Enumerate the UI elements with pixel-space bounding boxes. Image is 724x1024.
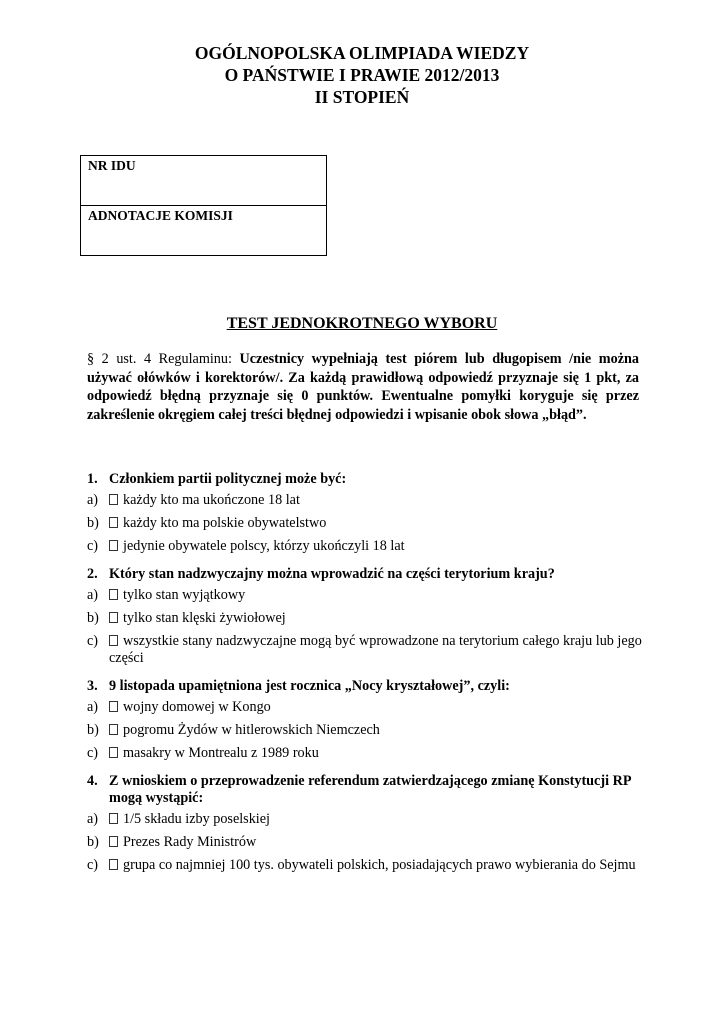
answer-text: każdy kto ma ukończone 18 lat [123, 492, 300, 508]
answer-text: tylko stan wyjątkowy [123, 587, 246, 603]
question-number: 3. [87, 678, 98, 694]
question-text: Który stan nadzwyczajny można wprowadzić na części terytorium kraju? [109, 566, 555, 582]
answer-letter: a) [87, 811, 99, 827]
instructions-prefix: § 2 ust. 4 Regulaminu: [87, 351, 240, 367]
answer-text: tylko stan klęski żywiołowej [123, 610, 286, 626]
answer-option[interactable] [87, 538, 647, 555]
answer-option[interactable] [87, 633, 647, 667]
answer-option[interactable] [87, 722, 647, 739]
instructions [87, 350, 639, 424]
question-text: Członkiem partii politycznej może być: [109, 471, 347, 487]
question-1 [87, 471, 647, 555]
id-number-field[interactable] [81, 156, 326, 206]
answer-text: grupa co najmniej 100 tys. obywateli polskich, posiadających prawo wybierania do Sejmu [123, 857, 636, 873]
committee-notes-label: ADNOTACJE KOMISJI [88, 208, 233, 223]
answer-letter: c) [87, 538, 99, 554]
checkbox-icon[interactable] [109, 859, 118, 870]
answer-option[interactable] [87, 515, 647, 532]
question-number: 2. [87, 566, 98, 582]
answer-option[interactable] [87, 857, 647, 874]
question-2 [87, 566, 647, 667]
checkbox-icon[interactable] [109, 494, 118, 505]
answer-letter: b) [87, 834, 99, 850]
checkbox-icon[interactable] [109, 589, 118, 600]
answer-letter: c) [87, 857, 99, 873]
question-list [87, 471, 647, 885]
answer-letter: c) [87, 745, 99, 761]
checkbox-icon[interactable] [109, 635, 118, 646]
answer-letter: b) [87, 722, 99, 738]
answer-letter: b) [87, 610, 99, 626]
answer-text: masakry w Montrealu z 1989 roku [123, 745, 319, 761]
answer-letter: a) [87, 492, 99, 508]
answer-text: pogromu Żydów w hitlerowskich Niemczech [123, 722, 380, 738]
answer-option[interactable] [87, 699, 647, 716]
committee-notes-field[interactable] [81, 206, 326, 256]
answer-letter: c) [87, 633, 99, 649]
id-box [80, 155, 327, 256]
checkbox-icon[interactable] [109, 724, 118, 735]
test-title: TEST JEDNOKROTNEGO WYBORU [226, 315, 498, 332]
question-4 [87, 773, 647, 874]
checkbox-icon[interactable] [109, 540, 118, 551]
answer-text: wojny domowej w Kongo [123, 699, 271, 715]
answer-letter: a) [87, 699, 99, 715]
checkbox-icon[interactable] [109, 701, 118, 712]
header-line-1: OGÓLNOPOLSKA OLIMPIADA WIEDZY [194, 43, 530, 63]
answer-text: wszystkie stany nadzwyczajne mogą być wprowadzone na terytorium całego kraju lub jego części [109, 633, 642, 666]
document-header [0, 42, 724, 108]
checkbox-icon[interactable] [109, 517, 118, 528]
answer-text: jedynie obywatele polscy, którzy ukończyli 18 lat [123, 538, 405, 554]
answer-option[interactable] [87, 492, 647, 509]
answer-text: 1/5 składu izby poselskiej [123, 811, 270, 827]
question-text: Z wnioskiem o przeprowadzenie referendum zatwierdzającego zmianę Konstytucji RP mogą wystąpić: [109, 773, 631, 806]
answer-text: każdy kto ma polskie obywatelstwo [123, 515, 327, 531]
answer-letter: a) [87, 587, 99, 603]
answer-option[interactable] [87, 811, 647, 828]
answer-option[interactable] [87, 745, 647, 762]
instructions-bold: Uczestnicy wypełniają test piórem lub długopisem /nie można używać ołówków i korektorów/. Za każdą prawidłową odpowiedź przyznaje się 1 pkt, za odpowiedź błędną przyznaje się 0 punktów. Ewentualne pomyłki koryguje się przez zakreślenie okręgiem całej treści błędnej odpowiedzi i wpisanie obok słowa „błąd”. [87, 351, 639, 423]
answer-option[interactable] [87, 587, 647, 604]
question-number: 4. [87, 773, 98, 789]
question-text: 9 listopada upamiętniona jest rocznica „Nocy kryształowej”, czyli: [109, 678, 510, 694]
answer-letter: b) [87, 515, 99, 531]
answer-option[interactable] [87, 834, 647, 851]
checkbox-icon[interactable] [109, 836, 118, 847]
header-line-3: II STOPIEŃ [314, 87, 410, 107]
checkbox-icon[interactable] [109, 813, 118, 824]
checkbox-icon[interactable] [109, 612, 118, 623]
checkbox-icon[interactable] [109, 747, 118, 758]
answer-option[interactable] [87, 610, 647, 627]
header-line-2: O PAŃSTWIE I PRAWIE 2012/2013 [224, 65, 500, 85]
id-number-label: NR IDU [88, 158, 136, 173]
question-3 [87, 678, 647, 762]
question-number: 1. [87, 471, 98, 487]
answer-text: Prezes Rady Ministrów [123, 834, 257, 850]
